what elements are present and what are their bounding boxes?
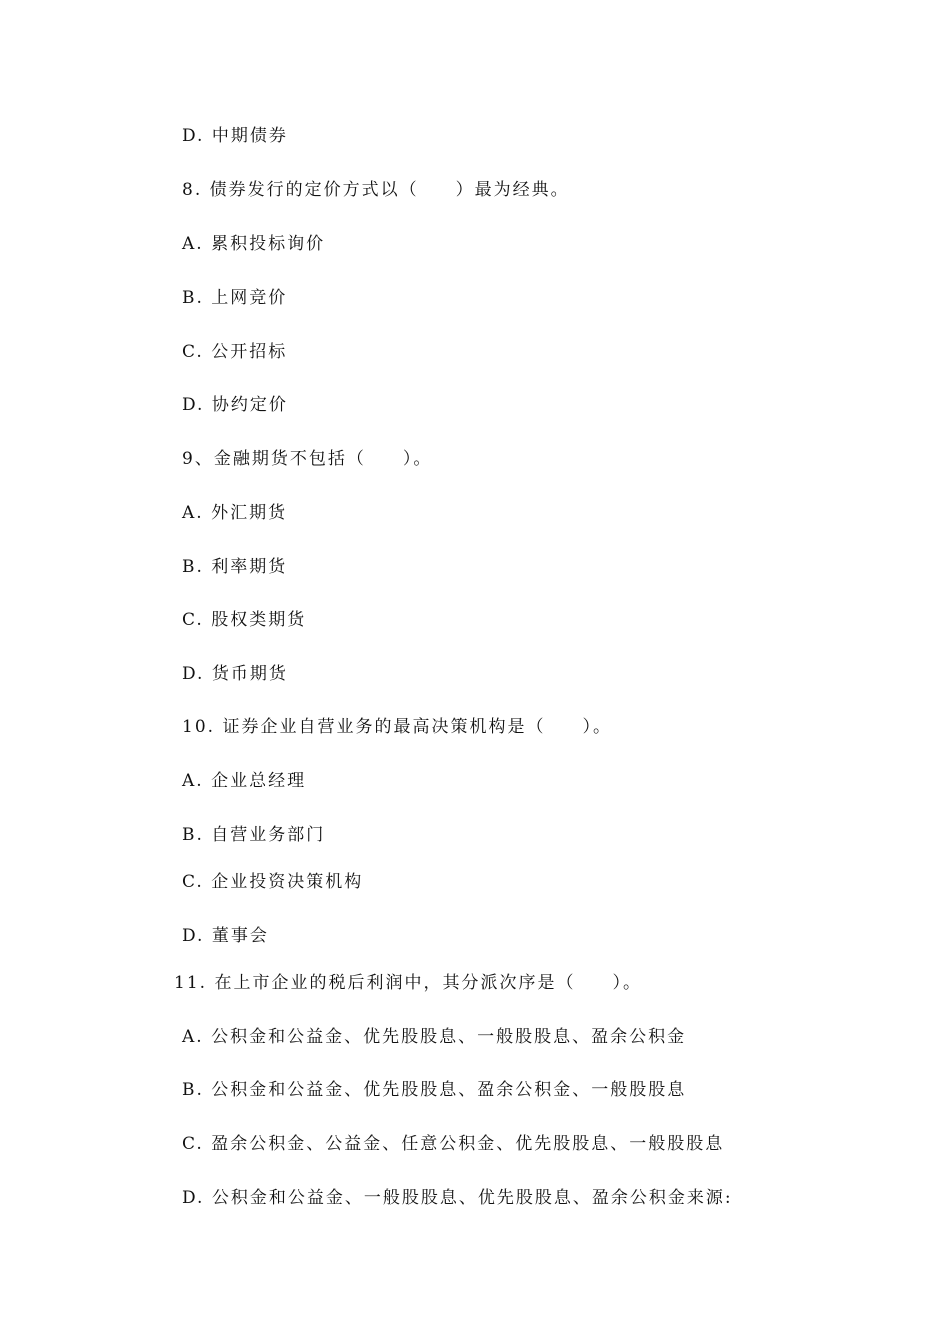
question-9-stem: 9、金融期货不包括（ ）。 — [182, 449, 433, 469]
question-9-option-d: D. 货币期货 — [182, 664, 288, 684]
question-8-option-a: A. 累积投标询价 — [182, 234, 326, 254]
question-11-option-d: D. 公积金和公益金、一般股股息、优先股股息、盈余公积金来源: — [182, 1188, 733, 1208]
question-8-stem: 8. 债券发行的定价方式以（ ）最为经典。 — [182, 180, 570, 200]
question-10-stem: 10. 证券企业自营业务的最高决策机构是（ ）。 — [182, 717, 612, 737]
question-7-option-d: D. 中期债券 — [182, 126, 288, 146]
question-9-option-c: C. 股权类期货 — [182, 610, 307, 630]
question-9-option-b: B. 利率期货 — [182, 557, 288, 577]
question-8-option-b: B. 上网竞价 — [182, 288, 288, 308]
question-11-stem: 11. 在上市企业的税后利润中，其分派次序是（ ）。 — [174, 973, 642, 993]
question-10-option-d: D. 董事会 — [182, 926, 269, 946]
question-10-option-b: B. 自营业务部门 — [182, 825, 326, 845]
question-10-option-c: C. 企业投资决策机构 — [182, 872, 364, 892]
question-11-option-b: B. 公积金和公益金、优先股股息、盈余公积金、一般股股息 — [182, 1080, 687, 1100]
question-8-option-c: C. 公开招标 — [182, 342, 288, 362]
question-8-option-d: D. 协约定价 — [182, 395, 288, 415]
question-11-option-a: A. 公积金和公益金、优先股股息、一般股股息、盈余公积金 — [182, 1027, 687, 1047]
question-10-option-a: A. 企业总经理 — [182, 771, 307, 791]
question-9-option-a: A. 外汇期货 — [182, 503, 288, 523]
question-11-option-c: C. 盈余公积金、公益金、任意公积金、优先股股息、一般股股息 — [182, 1134, 725, 1154]
